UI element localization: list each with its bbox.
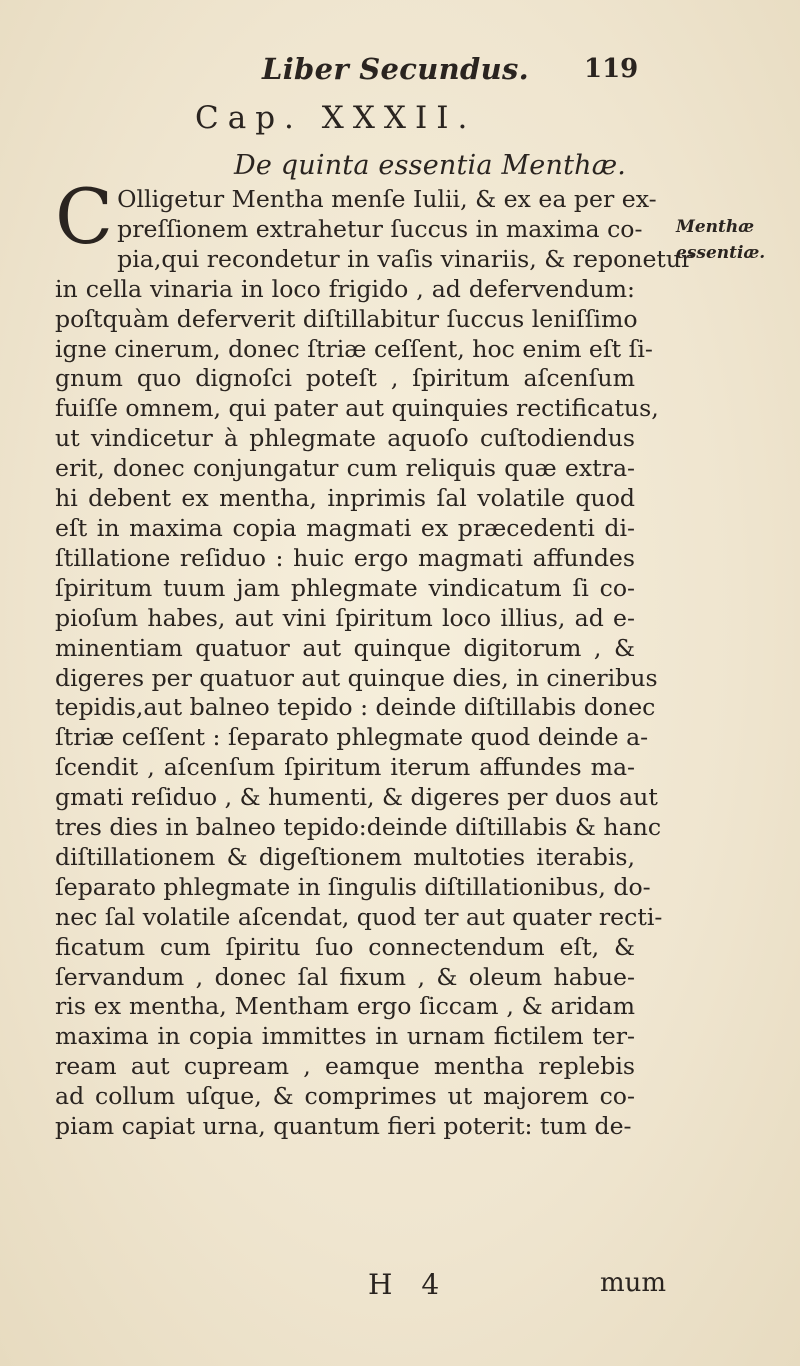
marginal-note-line: essentiæ. <box>676 243 766 263</box>
text-line: ſcendit , aſcenſum ſpiritum iterum affundes ma- <box>55 753 635 782</box>
text-line: igne cinerum, donec ſtriæ ceſſent, hoc enim eſt ſi- <box>55 334 653 363</box>
text-line: preſſionem extrahetur ſuccus in maxima co- <box>117 214 643 243</box>
marginal-note-line: Menthæ <box>676 217 755 237</box>
text-line: ream aut cupream , eamque mentha replebis <box>55 1052 635 1081</box>
text-line: tepidis,aut balneo tepido : deinde diſtillabis donec <box>55 693 656 722</box>
text-line: pioſum habes, aut vini ſpiritum loco illius, ad e- <box>55 603 635 632</box>
text-line: hi debent ex mentha, inprimis ſal volatile quod <box>55 484 635 513</box>
signature-mark: H 4 <box>368 1268 450 1301</box>
text-line: in cella vinaria in loco frigido , ad defervendum: <box>55 274 635 303</box>
catchword: mum <box>600 1268 667 1298</box>
text-line: ſeparato phlegmate in ſingulis diſtillationibus, do- <box>55 872 651 901</box>
text-line: eſt in maxima copia magmati ex præcedenti di- <box>55 513 635 542</box>
page-number: 119 <box>584 54 639 84</box>
text-line: minentiam quatuor aut quinque digitorum , & <box>55 633 635 662</box>
text-line: erit, donec conjungatur cum reliquis quæ extra- <box>55 454 635 483</box>
text-line: maxima in copia immittes in urnam fictilem ter- <box>55 1022 635 1051</box>
text-line: gmati reſiduo , & humenti, & digeres per duos aut <box>55 783 658 812</box>
text-line: diſtillationem & digeſtionem multoties iterabis, <box>55 842 635 871</box>
text-line: fuiſſe omnem, qui pater aut quinquies rectificatus, <box>55 394 659 423</box>
text-line: gnum quo dignoſci poteſt , ſpiritum aſcenſum <box>55 364 635 393</box>
page-header <box>0 52 800 92</box>
text-line: digeres per quatuor aut quinque dies, in cineribus <box>55 663 658 692</box>
chapter-heading: Cap. XXXII. <box>195 100 477 136</box>
body-text <box>55 172 693 1142</box>
text-line: nec ſal volatile aſcendat, quod ter aut quater recti- <box>55 902 663 931</box>
text-line: poſtquàm deferverit diſtillabitur ſuccus leniſſimo <box>55 304 638 333</box>
text-line: ſpiritum tuum jam phlegmate vindicatum ſi co- <box>55 573 635 602</box>
drop-cap: C <box>55 172 114 261</box>
text-line: pia,qui recondetur in vaſis vinariis, & reponetur <box>117 244 693 273</box>
text-line: ſervandum , donec ſal fixum , & oleum habue- <box>55 962 635 991</box>
text-line: ſtriæ ceſſent : ſeparato phlegmate quod deinde a- <box>55 723 649 752</box>
text-line: piam capiat urna, quantum fieri poterit: tum de- <box>55 1112 632 1141</box>
chapter-subtitle: De quinta essentia Menthæ. <box>234 150 627 181</box>
text-line: ad collum uſque, & comprimes ut majorem co- <box>55 1082 635 1111</box>
text-line: ſtillatione reſiduo : huic ergo magmati affundes <box>55 543 635 572</box>
text-line: ficatum cum ſpiritu ſuo connectendum eſt, & <box>55 932 635 961</box>
page-footer <box>0 1268 800 1308</box>
text-line: Olligetur Mentha menſe Iulii, & ex ea per ex- <box>117 185 657 213</box>
running-head: Liber Secundus. <box>262 52 530 86</box>
text-line: ris ex mentha, Mentham ergo ſiccam , & aridam <box>55 992 635 1021</box>
text-line: tres dies in balneo tepido:deinde diſtillabis & hanc <box>55 813 662 842</box>
text-line: ut vindicetur à phlegmate aquoſo cuſtodiendus <box>55 424 635 453</box>
